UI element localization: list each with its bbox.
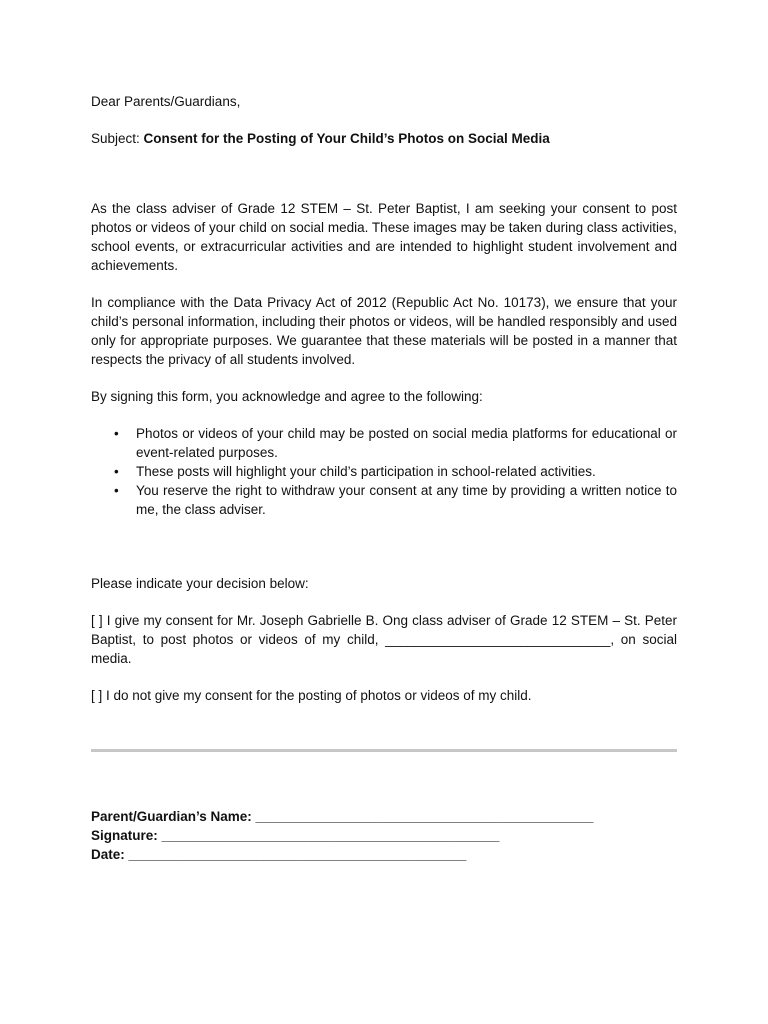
privacy-paragraph: In compliance with the Data Privacy Act of 2012 (Republic Act No. 10173), we ensure that your child’s personal information, including their photos or videos, will be handled responsibly and used only for appropriate purposes. We guarantee that these materials will be posted in a manner that respects the privacy of all students involved.: [91, 295, 677, 367]
consent-option-yes[interactable]: [ ] I give my consent for Mr. Joseph Gabrielle B. Ong class adviser of Grade 12 STEM – St. Peter Baptist, to post photos or videos of my child, ______________________________, on social media.: [91, 613, 677, 666]
subject-line: [91, 129, 677, 148]
signature-field[interactable]: Signature: _____________________________________________: [91, 828, 500, 843]
list-item: [114, 424, 677, 462]
date-field[interactable]: Date: _____________________________________________: [91, 847, 467, 862]
subject-title: Consent for the Posting of Your Child’s Photos on Social Media: [143, 131, 550, 146]
bullet-icon: •: [114, 464, 119, 479]
signature-block: [91, 807, 677, 864]
bullet-icon: •: [114, 483, 119, 498]
list-item: [114, 462, 677, 481]
list-item-text: Photos or videos of your child may be posted on social media platforms for educational or event-related purposes.: [136, 426, 677, 460]
agreement-list: [91, 424, 677, 519]
list-item: [114, 481, 677, 519]
guardian-name-field[interactable]: Parent/Guardian’s Name: _____________________________________________: [91, 809, 594, 824]
divider: [91, 749, 677, 752]
letter-body: [91, 92, 677, 864]
bullet-icon: •: [114, 426, 119, 441]
intro-paragraph: As the class adviser of Grade 12 STEM – St. Peter Baptist, I am seeking your consent to post photos or videos of your child on social media. These images may be taken during class activities, school events, or extracurricular activities and are intended to highlight student involvement and achievements.: [91, 201, 677, 273]
decision-prompt: Please indicate your decision below:: [91, 576, 309, 591]
list-item-text: You reserve the right to withdraw your consent at any time by providing a written notice to me, the class adviser.: [136, 483, 677, 517]
acknowledge-paragraph: By signing this form, you acknowledge and agree to the following:: [91, 389, 483, 404]
subject-label: Subject:: [91, 131, 140, 146]
list-item-text: These posts will highlight your child’s participation in school-related activities.: [136, 464, 596, 479]
consent-option-no[interactable]: [ ] I do not give my consent for the posting of photos or videos of my child.: [91, 688, 532, 703]
greeting: Dear Parents/Guardians,: [91, 94, 241, 109]
